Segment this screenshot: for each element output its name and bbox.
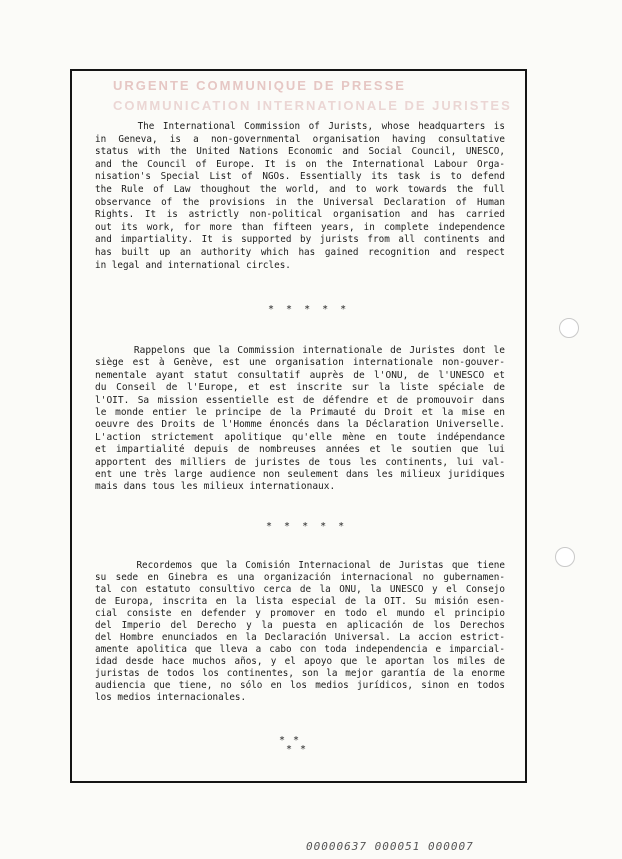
- english-line: observance of the provisions in the Universal Declaration of Human: [95, 196, 505, 208]
- spanish-paragraph: [95, 560, 505, 704]
- french-line: oeuvre des Droits de l'Homme énoncés dans la Déclaration Universelle.: [95, 419, 505, 431]
- english-line: status with the United Nations Economic and Social Council, UNESCO,: [95, 146, 505, 158]
- spanish-line: audiencia que tiene, no sólo en los medios jurídicos, sinon en todos: [95, 680, 505, 691]
- french-line: Rappelons que la Commission internationale de Juristes dont le: [95, 345, 505, 356]
- english-paragraph: [95, 121, 505, 272]
- french-line: mais dans tous les milieux internationaux.: [95, 481, 336, 493]
- spanish-line: amente apolitica que lleva a cabo con toda independencia e imparcial-: [95, 644, 505, 655]
- english-line: in legal and international circles.: [95, 259, 291, 271]
- english-line: the Rule of Law thoughout the world, and to work towards the full: [95, 183, 505, 195]
- english-line: out its work, for more than fifteen years, in complete independence: [95, 221, 505, 233]
- english-line: Rights. It is astrictly non-political organisation and has carried: [95, 209, 505, 221]
- spanish-line: juristas de todos los continentes, son la mejor garantía de la enorme: [95, 668, 505, 679]
- french-line: nementale ayant statut consultatif auprès de l'ONU, de l'UNESCO et: [95, 369, 505, 381]
- french-line: et impartialité depuis de nombreuses années et le soutien que lui: [95, 444, 505, 456]
- spanish-line: del Imperio del Derecho y la puesta en aplicación de los Derechos: [95, 620, 505, 631]
- english-line: and the Council of Europe. It is on the International Labour Orga-: [95, 158, 505, 170]
- french-line: du Conseil de l'Europe, et est inscrite sur la liste spéciale de: [95, 382, 505, 394]
- spanish-line: idad desde hace muchos años, y el apoyo que le aportan los miles de: [95, 656, 505, 667]
- english-line: The International Commission of Jurists, whose headquarters is: [95, 121, 505, 132]
- french-line: siège est à Genève, est une organisation internationale non-gouver-: [95, 357, 505, 369]
- punch-hole-lower: [555, 547, 575, 567]
- spanish-line: su sede en Ginebra es una organización internacional no gubernamen-: [95, 572, 505, 583]
- french-line: le monde entier le principe de la Primauté du Droit et la mise en: [95, 407, 505, 419]
- separator-stars-1: * * * * *: [268, 304, 350, 315]
- french-line: l'OIT. Sa mission essentielle est de défendre et de promouvoir dans: [95, 394, 505, 406]
- spanish-line: cial consiste en defender y promover en todo el mundo el principio: [95, 608, 505, 619]
- spanish-line: del Hombre enunciados en la Declaración Universal. La accion estrict-: [95, 632, 505, 643]
- archive-code: 00000637 000051 000007: [306, 840, 474, 853]
- spanish-line: los medios internacionales.: [95, 692, 247, 703]
- english-line: nisation's Special List of NGOs. Essentially its task is to defend: [95, 171, 505, 183]
- english-line: has built up an authority which has gained recognition and respect: [95, 246, 505, 258]
- separator-stars-2: * * * * *: [266, 521, 348, 532]
- separator-stars-3: * * * *: [279, 735, 308, 755]
- french-line: ent une très large audience non seulement dans les milieux juridiques: [95, 469, 505, 481]
- spanish-line: tal con estatuto consultivo cerca de la ONU, la UNESCO y el Consejo: [95, 584, 505, 595]
- bleed-through-subheader: COMMUNICATION INTERNATIONALE DE JURISTES: [113, 98, 512, 113]
- french-paragraph: [95, 345, 505, 494]
- english-line: in Geneva, is a non-governmental organisation having consultative: [95, 133, 505, 145]
- bleed-through-header: URGENTE COMMUNIQUE DE PRESSE: [113, 78, 406, 93]
- spanish-line: Recordemos que la Comisión Internacional de Juristas que tiene: [95, 560, 505, 571]
- spanish-line: de Europa, inscrita en la lista especial de la OIT. Su misión esen-: [95, 596, 505, 607]
- english-line: and impartiality. It is supported by jurists from all continents and: [95, 234, 505, 246]
- french-line: L'action strictement apolitique qu'elle mène en toute indépendance: [95, 431, 505, 443]
- punch-hole-upper: [559, 318, 579, 338]
- french-line: apportent des milliers de juristes de tous les continents, lui val-: [95, 456, 505, 468]
